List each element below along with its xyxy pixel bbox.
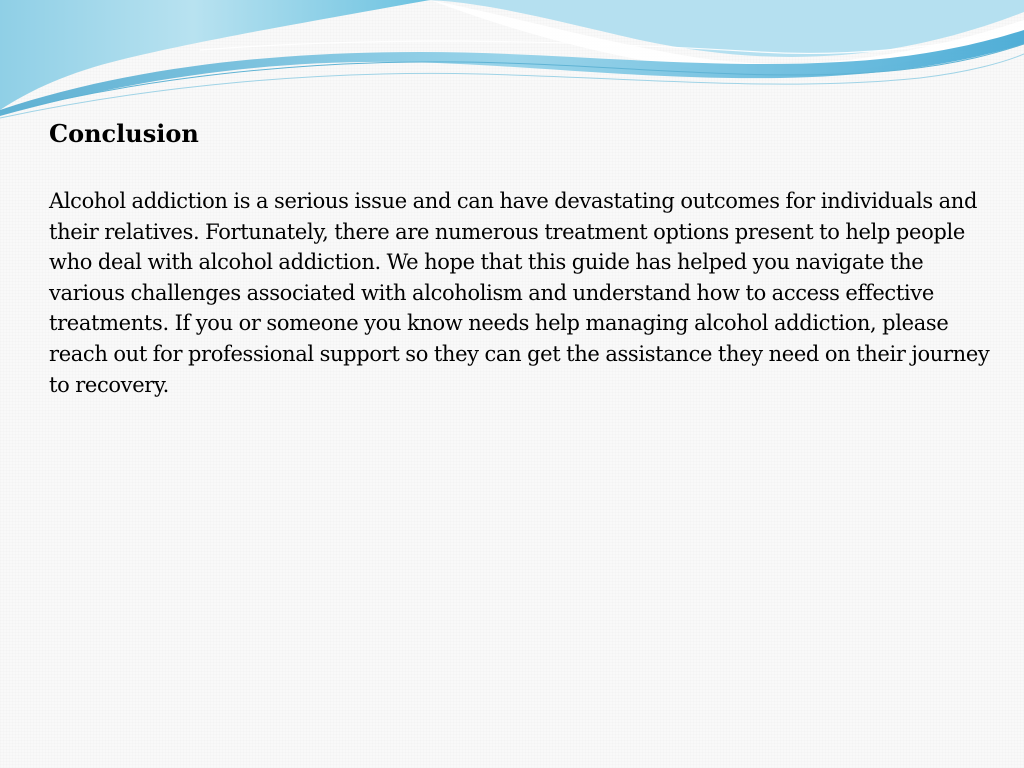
slide-body-text: Alcohol addiction is a serious issue and can have devastating outcomes for individuals and their relatives. Fortunately, there are numerous treatment options present to help people who deal with alcohol addiction. We hope that this guide has helped you navigate the various challenges associated with alcoholism and understand how to access effective treatments. If you or someone you know needs help managing alcohol addiction, please reach out for professional support so they can get the assistance they need on their journey to recovery.: [49, 189, 990, 397]
slide-heading: Conclusion: [49, 119, 199, 148]
slide-content: [49, 112, 999, 400]
header-wave-decoration: [0, 0, 1024, 120]
